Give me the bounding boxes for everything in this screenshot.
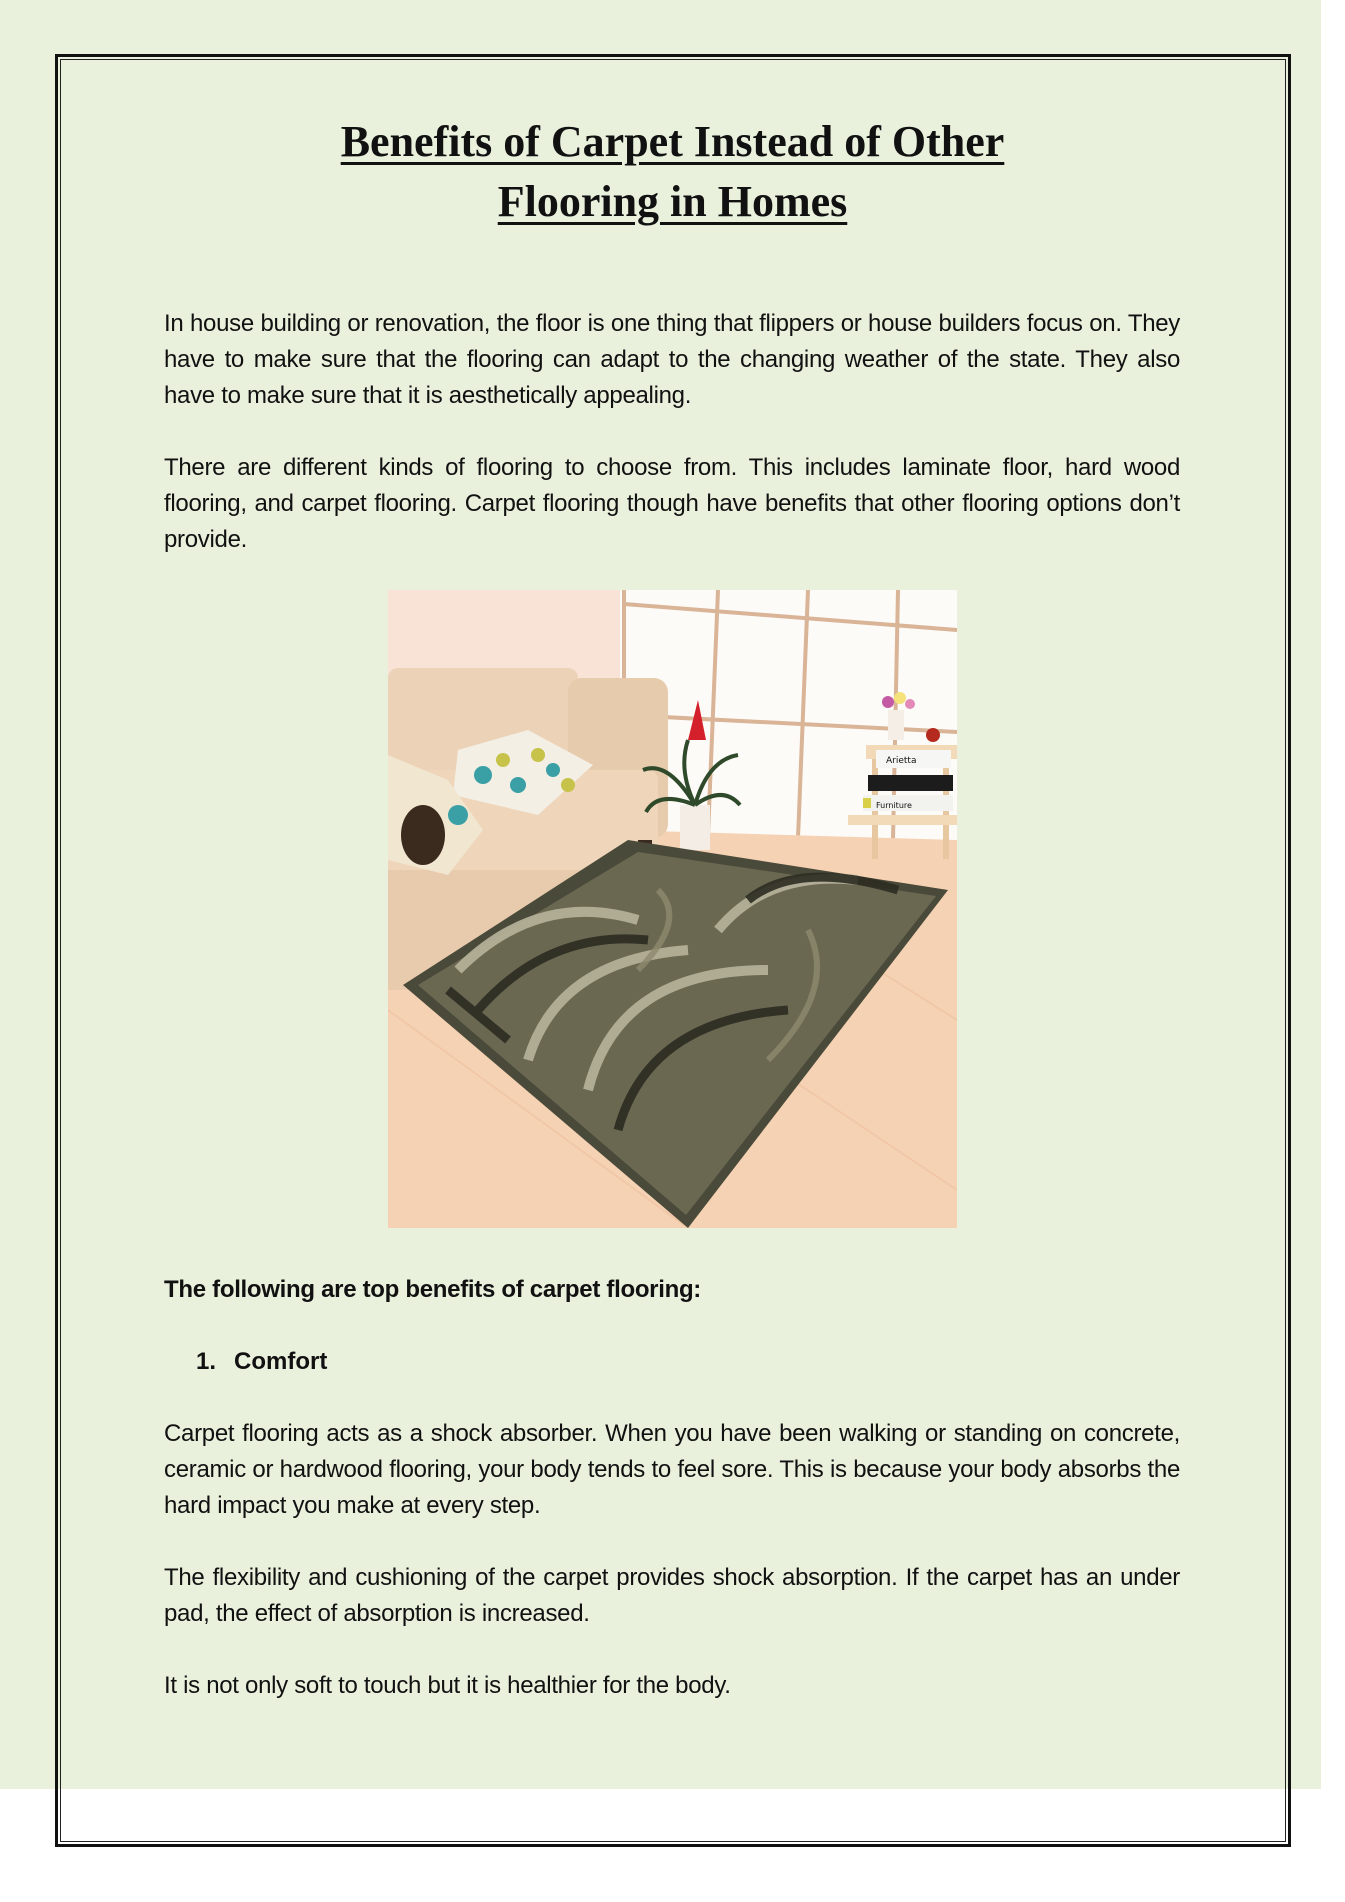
document-title [0, 112, 1345, 232]
title-line-1: Benefits of Carpet Instead of Other [340, 117, 1005, 166]
benefit-title: Comfort [234, 1348, 328, 1375]
comfort-paragraph-2: The flexibility and cushioning of the carpet provides shock absorption. If the carpet has an under pad, the effect of absorption is increased. [164, 1564, 1180, 1627]
comfort-paragraph-1: Carpet flooring acts as a shock absorber. When you have been walking or standing on concrete, ceramic or hardwood flooring, your body tends to feel sore. This is because your body absorbs the hard impact you make at every step. [164, 1420, 1180, 1519]
benefits-heading: The following are top benefits of carpet flooring: [164, 1276, 702, 1303]
intro-paragraph-2: There are different kinds of flooring to choose from. This includes laminate floor, hard wood flooring, and carpet flooring. Carpet flooring though have benefits that other flooring options don’t provide. [164, 454, 1180, 553]
svg-text:Arietta: Arietta [886, 756, 917, 766]
svg-text:Furniture: Furniture [876, 801, 912, 810]
list-number: 1. [196, 1348, 217, 1375]
benefits-list [196, 1344, 327, 1380]
benefit-item-comfort [196, 1344, 327, 1380]
living-room-carpet-image [388, 590, 957, 1228]
title-line-2: Flooring in Homes [497, 177, 848, 226]
comfort-paragraph-3: It is not only soft to touch but it is healthier for the body. [164, 1672, 731, 1699]
intro-paragraph-1: In house building or renovation, the floor is one thing that flippers or house builders focus on. They have to make sure that the flooring can adapt to the changing weather of the state. They also have to make sure that it is aesthetically appealing. [164, 310, 1180, 409]
